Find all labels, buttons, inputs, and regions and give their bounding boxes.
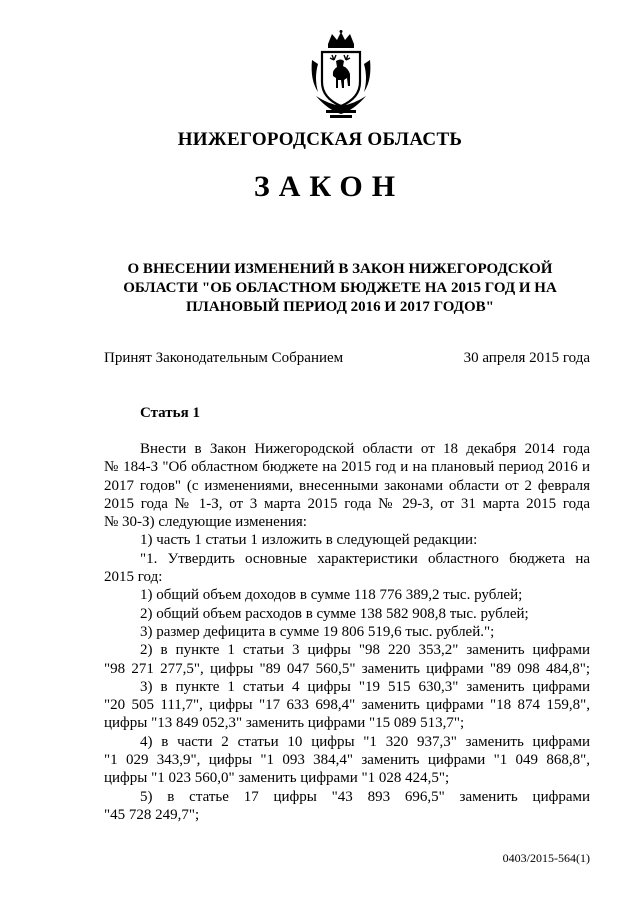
document-number: 0403/2015-564(1) <box>502 851 590 865</box>
law-subject-line: ПЛАНОВЫЙ ПЕРИОД 2016 И 2017 ГОДОВ" <box>186 299 494 315</box>
article-line: 2) общий объем расходов в сумме 138 582 908,8 тыс. рублей; <box>140 605 529 622</box>
article-body <box>104 440 590 824</box>
article-line: цифры "13 849 052,3" заменить цифрами "15 089 513,7"; <box>104 715 465 732</box>
article-line: 4) в части 2 статьи 10 цифры "1 320 937,3" заменить цифрами <box>140 733 590 750</box>
law-subject-line: О ВНЕСЕНИИ ИЗМЕНЕНИЙ В ЗАКОН НИЖЕГОРОДСКОЙ <box>127 261 553 277</box>
article-line: "45 728 249,7"; <box>104 806 200 823</box>
coat-of-arms-icon <box>308 30 374 120</box>
document-type-title: ЗАКОН <box>253 170 405 203</box>
article-line: 3) размер дефицита в сумме 19 806 519,6 тыс. рублей."; <box>140 623 495 640</box>
article-line: "20 505 111,7", цифры "17 633 698,4" заменить цифрами "18 874 159,8", <box>104 697 590 714</box>
article-line: 1) общий объем доходов в сумме 118 776 389,2 тыс. рублей; <box>140 587 523 604</box>
article-line: 2015 год: <box>104 569 163 586</box>
region-title: НИЖЕГОРОДСКАЯ ОБЛАСТЬ <box>177 129 463 150</box>
law-subject <box>100 260 580 317</box>
article-line: 2) в пункте 1 статьи 3 цифры "98 220 353,2" заменить цифрами <box>140 642 590 659</box>
article-line: Внести в Закон Нижегородской области от 18 декабря 2014 года <box>140 441 590 457</box>
article-line: № 184-З "Об областном бюджете на 2015 год и на плановый период 2016 и <box>104 459 590 476</box>
adoption-date: 30 апреля 2015 года <box>463 350 590 366</box>
article-line: № 30-З) следующие изменения: <box>104 514 307 531</box>
law-subject-line: ОБЛАСТИ "ОБ ОБЛАСТНОМ БЮДЖЕТЕ НА 2015 ГОД И НА <box>123 280 557 296</box>
article-line: цифры "1 023 560,0" заменить цифрами "1 028 424,5"; <box>104 770 450 787</box>
article-line: 2015 года № 1-З, от 3 марта 2015 года № 29-З, от 31 марта 2015 года <box>104 495 590 512</box>
article-line: "98 271 277,5", цифры "89 047 560,5" заменить цифрами "89 098 484,8"; <box>104 660 590 677</box>
article-line: 2017 годов" (с изменениями, внесенными законами области от 2 февраля <box>104 477 590 494</box>
article-line: 3) в пункте 1 статьи 4 цифры "19 515 630,3" заменить цифрами <box>140 678 590 695</box>
article-line: "1 029 343,9", цифры "1 093 384,4" заменить цифрами "1 049 868,8", <box>104 752 590 769</box>
adopting-body: Принят Законодательным Собранием <box>104 350 344 366</box>
adoption-row <box>104 350 590 367</box>
article-line: "1. Утвердить основные характеристики областного бюджета на <box>140 550 590 567</box>
article-line: 5) в статье 17 цифры "43 893 696,5" заменить цифрами <box>140 788 590 805</box>
article-line: 1) часть 1 статьи 1 изложить в следующей редакции: <box>140 532 478 549</box>
article-heading: Статья 1 <box>140 405 200 421</box>
